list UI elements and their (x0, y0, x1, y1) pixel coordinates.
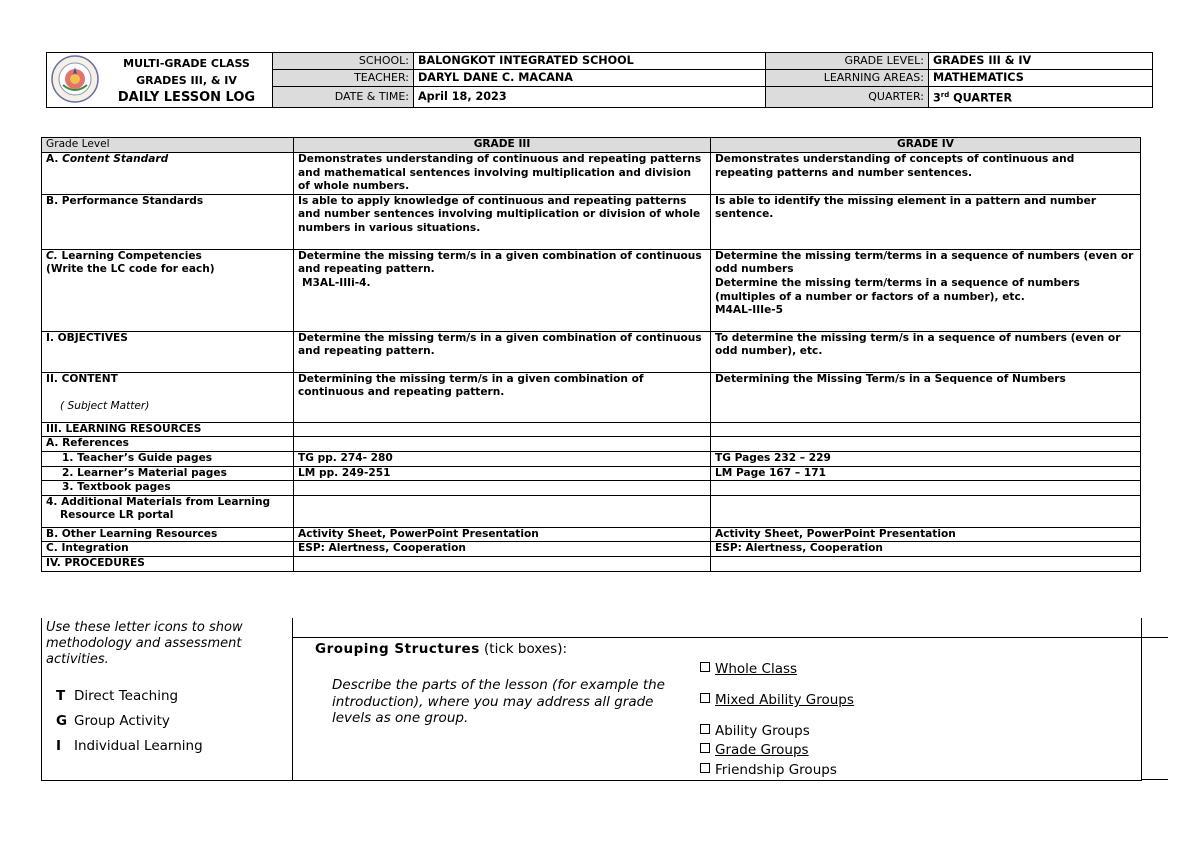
references-label: A. References (42, 437, 294, 452)
option-whole-class[interactable]: Whole Class (700, 661, 797, 677)
teachers-guide-label: 1. Teacher’s Guide pages (42, 451, 294, 466)
learning-competencies-label: C. Learning Competencies (Write the LC code for each) (42, 249, 294, 331)
learners-material-label: 2. Learner’s Material pages (42, 466, 294, 481)
option-ability-groups[interactable]: Ability Groups (700, 723, 810, 739)
table-row (42, 422, 1141, 437)
letter-icons-note: Use these letter icons to show methodology and assessment activities. (46, 620, 243, 667)
title-line-1: MULTI-GRADE CLASS (123, 56, 250, 70)
table-header-row (42, 138, 1141, 153)
table-row (42, 556, 1141, 571)
header-title-cell (47, 53, 273, 108)
other-resources-g3: Activity Sheet, PowerPoint Presentation (294, 527, 711, 542)
grouping-bottom-rule (1141, 779, 1168, 780)
quarter-number: 3 (933, 91, 941, 105)
quarter-suffix: rd (940, 91, 950, 100)
datetime-label: DATE & TIME: (273, 87, 414, 108)
legend-group-activity: G Group Activity (56, 713, 170, 729)
teacher-label: TEACHER: (273, 70, 414, 87)
content-standard-label: A. Content Standard (42, 153, 294, 195)
grouping-structures-title: Grouping Structures (tick boxes): (315, 641, 568, 657)
content-label: II. CONTENT ( Subject Matter) (42, 372, 294, 422)
table-row (42, 153, 1141, 195)
learning-areas-value: MATHEMATICS (929, 70, 1153, 87)
table-row (42, 437, 1141, 452)
letter-g-icon: G (56, 713, 68, 729)
table-row (42, 194, 1141, 249)
other-resources-g4: Activity Sheet, PowerPoint Presentation (711, 527, 1141, 542)
legend-individual-learning: I Individual Learning (56, 738, 203, 754)
other-resources-label: B. Other Learning Resources (42, 527, 294, 542)
content-g3: Determining the missing term/s in a given combination of continuous and repeating pattern. (294, 372, 711, 422)
option-grade-groups[interactable]: Grade Groups (700, 742, 809, 758)
letter-i-icon: I (56, 738, 62, 754)
lesson-log-table (41, 137, 1141, 572)
checkbox-icon[interactable] (700, 724, 710, 734)
additional-materials-label: 4. Additional Materials from Learning Resource LR portal (42, 495, 294, 527)
quarter-value (929, 87, 1153, 108)
integration-g4: ESP: Alertness, Cooperation (711, 542, 1141, 557)
checkbox-icon[interactable] (700, 763, 710, 773)
content-g4: Determining the Missing Term/s in a Sequence of Numbers (711, 372, 1141, 422)
table-row (42, 542, 1141, 557)
checkbox-icon[interactable] (700, 662, 710, 672)
table-row (42, 372, 1141, 422)
legend-direct-teaching: T Direct Teaching (56, 688, 179, 704)
objectives-label: I. OBJECTIVES (42, 331, 294, 372)
title-line-2: GRADES III, & IV (136, 73, 237, 87)
textbook-label: 3. Textbook pages (42, 481, 294, 496)
option-friendship-groups[interactable]: Friendship Groups (700, 762, 837, 778)
learning-resources-label: III. LEARNING RESOURCES (42, 422, 294, 437)
teachers-guide-g3: TG pp. 274- 280 (294, 451, 711, 466)
performance-standards-label: B. Performance Standards (42, 194, 294, 249)
table-row (42, 527, 1141, 542)
datetime-value: April 18, 2023 (414, 87, 766, 108)
integration-label: C. Integration (42, 542, 294, 557)
checkbox-icon[interactable] (700, 743, 710, 753)
learning-competencies-g4: Determine the missing term/terms in a sequence of numbers (even or odd numbers Determine the missing term/terms in a sequence of numbers (multiples of a number or factors of a number), etc. M4AL-IIIe-5 (711, 249, 1141, 331)
table-row (42, 481, 1141, 496)
content-standard-g4: Demonstrates understanding of concepts of continuous and repeating patterns and number sentences. (711, 153, 1141, 195)
grade-level-header: Grade Level (42, 138, 294, 153)
procedures-label: IV. PROCEDURES (42, 556, 294, 571)
table-row (42, 249, 1141, 331)
table-row (42, 466, 1141, 481)
grade-level-value: GRADES III & IV (929, 53, 1153, 70)
letter-t-icon: T (56, 688, 66, 704)
grade-3-header: GRADE III (294, 138, 711, 153)
deped-seal-icon (51, 55, 99, 103)
quarter-label: QUARTER: (766, 87, 929, 108)
learners-material-g4: LM Page 167 – 171 (711, 466, 1141, 481)
content-standard-g3: Demonstrates understanding of continuous and repeating patterns and mathematical sentences involving multiplication and division of whole numbers. (294, 153, 711, 195)
objectives-g4: To determine the missing term/s in a sequence of numbers (even or odd number), etc. (711, 331, 1141, 372)
table-row (42, 495, 1141, 527)
grade-level-label: GRADE LEVEL: (766, 53, 929, 70)
option-mixed-ability-groups[interactable]: Mixed Ability Groups (700, 692, 854, 708)
school-label: SCHOOL: (273, 53, 414, 70)
checkbox-icon[interactable] (700, 693, 710, 703)
integration-g3: ESP: Alertness, Cooperation (294, 542, 711, 557)
learners-material-g3: LM pp. 249-251 (294, 466, 711, 481)
teacher-value: DARYL DANE C. MACANA (414, 70, 766, 87)
lesson-parts-description: Describe the parts of the lesson (for example the introduction), where you may address all grade levels as one group. (332, 677, 665, 726)
quarter-word: QUARTER (949, 91, 1013, 105)
performance-standards-g4: Is able to identify the missing element in a pattern and number sentence. (711, 194, 1141, 249)
learning-competencies-g3: Determine the missing term/s in a given combination of continuous and repeating pattern. M3AL-IIIi-4. (294, 249, 711, 331)
table-row (42, 451, 1141, 466)
learning-areas-label: LEARNING AREAS: (766, 70, 929, 87)
title-line-3: DAILY LESSON LOG (117, 89, 256, 105)
teachers-guide-g4: TG Pages 232 – 229 (711, 451, 1141, 466)
performance-standards-g3: Is able to apply knowledge of continuous and repeating patterns and number sentences involving multiplication or division of whole numbers in various situations. (294, 194, 711, 249)
procedures-left-column (42, 618, 293, 780)
grade-4-header: GRADE IV (711, 138, 1141, 153)
header-table (46, 52, 1153, 108)
grouping-top-rule (292, 637, 1168, 638)
school-value: BALONGKOT INTEGRATED SCHOOL (414, 53, 766, 70)
objectives-g3: Determine the missing term/s in a given combination of continuous and repeating pattern. (294, 331, 711, 372)
table-row (42, 331, 1141, 372)
